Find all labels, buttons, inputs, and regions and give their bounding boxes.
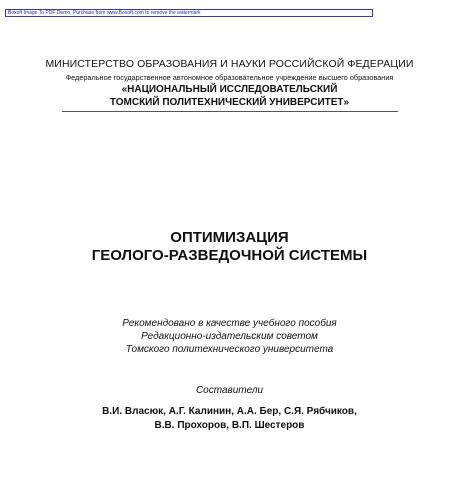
recommendation-line3: Томского политехнического университета: [125, 344, 334, 355]
authors-line2: В.В. Прохоров, В.П. Шестеров: [154, 420, 305, 431]
header-divider: [62, 111, 398, 112]
watermark-banner: Boxoft Image To PDF Demo. Purchase from www.Boxoft.com to remove the watermark: [5, 9, 373, 17]
document-title-line1: ОПТИМИЗАЦИЯ: [170, 229, 289, 246]
compilers-label: Составители: [195, 385, 264, 396]
university-name-line1: «НАЦИОНАЛЬНЫЙ ИССЛЕДОВАТЕЛЬСКИЙ: [121, 84, 338, 95]
recommendation-line2: Редакционно-издательским советом: [141, 331, 318, 342]
authors-line1: В.И. Власюк, А.Г. Калинин, А.А. Бер, С.Я. Рябчиков,: [102, 406, 357, 417]
ministry-heading: МИНИСТЕРСТВО ОБРАЗОВАНИЯ И НАУКИ РОССИЙСКОЙ ФЕДЕРАЦИИ: [45, 58, 414, 70]
agency-subheading: Федеральное государственное автономное образовательное учреждение высшего образования: [65, 73, 394, 82]
document-title-line2: ГЕОЛОГО-РАЗВЕДОЧНОЙ СИСТЕМЫ: [91, 247, 368, 264]
university-name-line2: ТОМСКИЙ ПОЛИТЕХНИЧЕСКИЙ УНИВЕРСИТЕТ»: [109, 97, 350, 108]
recommendation-line1: Рекомендовано в качестве учебного пособия: [122, 318, 337, 329]
